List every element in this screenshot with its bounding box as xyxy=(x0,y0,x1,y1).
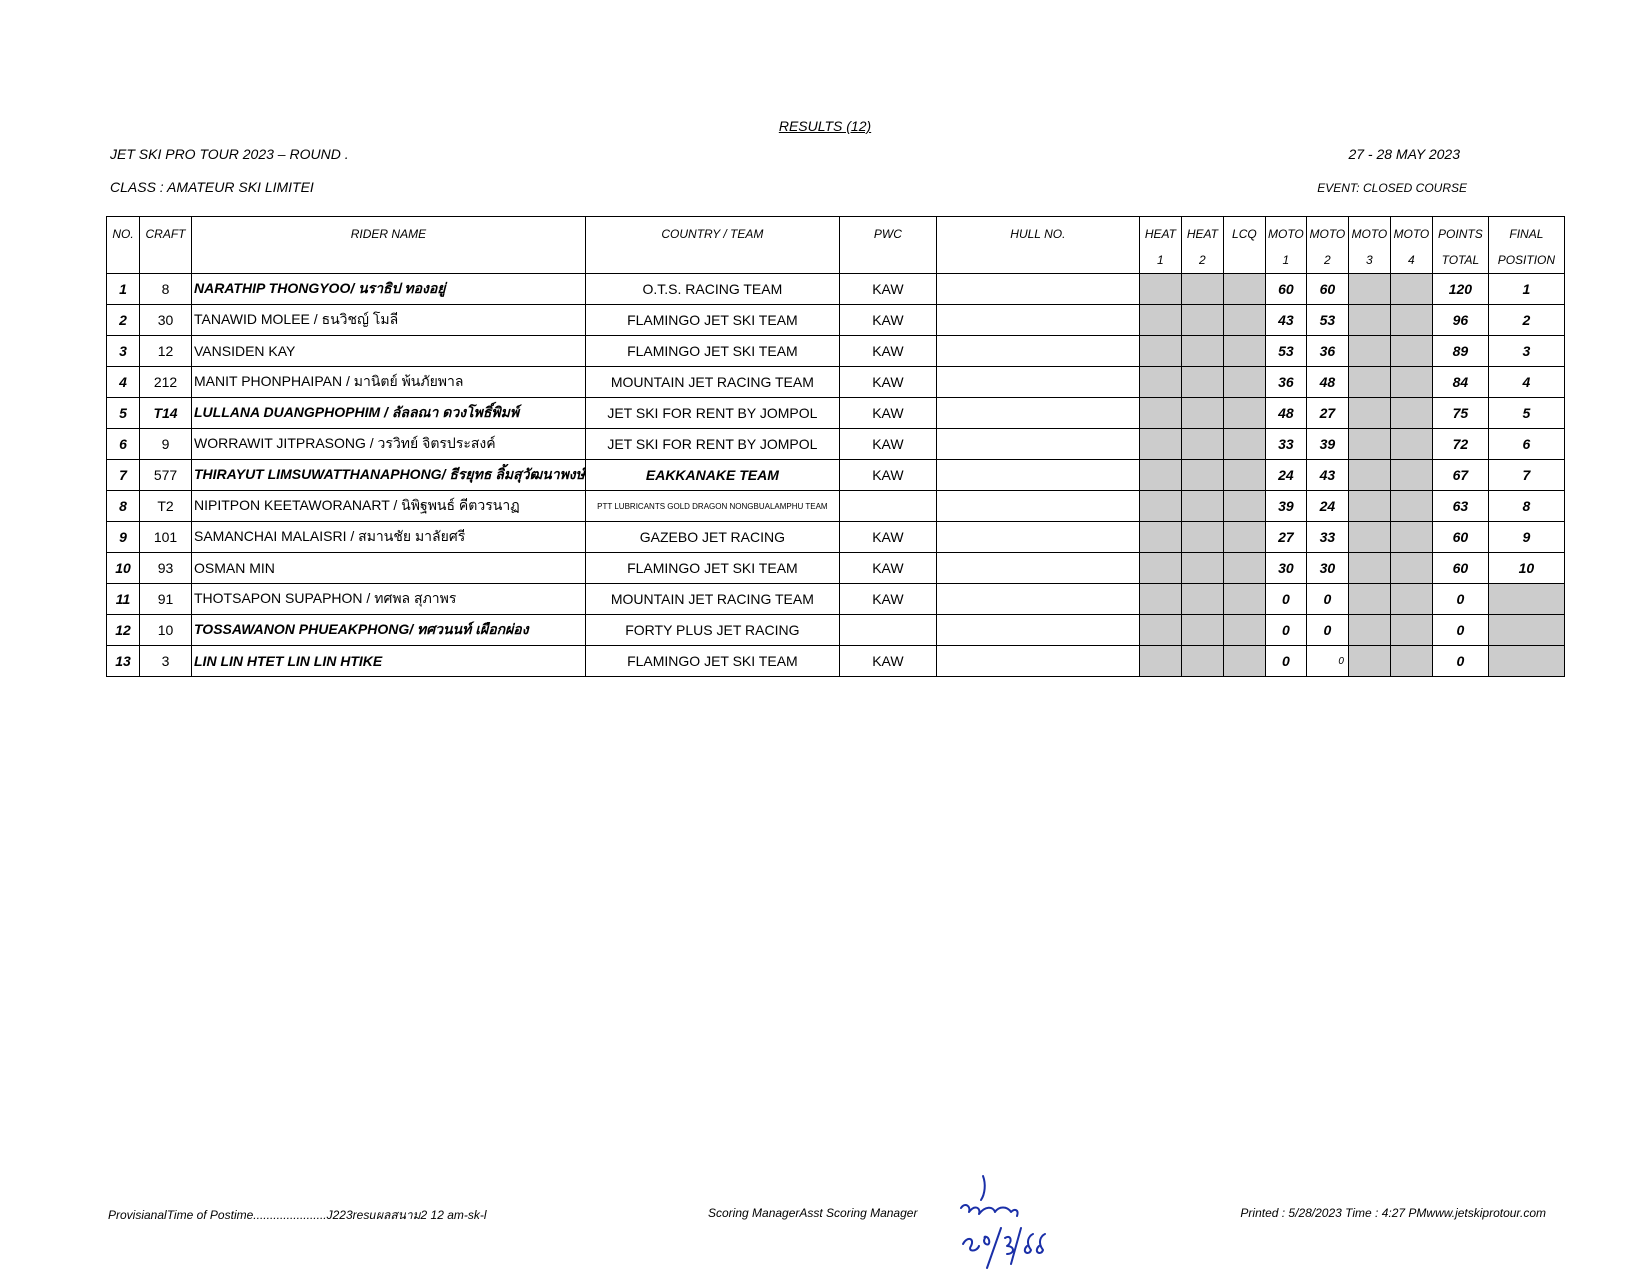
class-name: CLASS : AMATEUR SKI LIMITEI xyxy=(110,179,314,195)
event-date: 27 - 28 MAY 2023 xyxy=(1348,146,1460,162)
pwc: KAW xyxy=(839,274,936,305)
column-header-label: NO. xyxy=(112,227,134,241)
row-number: 7 xyxy=(107,460,140,491)
final-position: 3 xyxy=(1488,336,1564,367)
table-body xyxy=(107,274,1565,677)
final-position: 6 xyxy=(1488,429,1564,460)
moto-2-score: 0 xyxy=(1306,646,1348,677)
moto-4-score xyxy=(1390,491,1432,522)
hull-number xyxy=(936,553,1139,584)
page-title: RESULTS (12) xyxy=(778,118,872,134)
table-row xyxy=(107,646,1565,677)
column-header-sublabel: 3 xyxy=(1366,253,1373,267)
moto-4-score xyxy=(1390,584,1432,615)
heat-2-score xyxy=(1181,367,1223,398)
footer-provisional: ProvisianalTime of Postime......................J223resuผลสนาม2 12 am-sk-l xyxy=(108,1208,487,1222)
heat-2-score xyxy=(1181,336,1223,367)
moto-2-score: 43 xyxy=(1306,460,1348,491)
hull-number xyxy=(936,429,1139,460)
craft-number: 9 xyxy=(140,429,192,460)
column-header xyxy=(1139,217,1181,274)
footer-scoring-manager: Scoring ManagerAsst Scoring Manager xyxy=(708,1206,918,1220)
moto-3-score xyxy=(1348,615,1390,646)
heat-1-score xyxy=(1139,522,1181,553)
country-team: FLAMINGO JET SKI TEAM xyxy=(585,336,839,367)
column-header-sublabel: 2 xyxy=(1324,253,1331,267)
column-header xyxy=(1348,217,1390,274)
rider-name: LIN LIN HTET LIN LIN HTIKE xyxy=(192,646,586,677)
pwc: KAW xyxy=(839,460,936,491)
craft-number: 8 xyxy=(140,274,192,305)
moto-4-score xyxy=(1390,398,1432,429)
column-header-label: HULL NO. xyxy=(1010,227,1066,241)
column-header xyxy=(1306,217,1348,274)
moto-4-score xyxy=(1390,429,1432,460)
column-header-sublabel: TOTAL xyxy=(1441,253,1480,267)
moto-3-score xyxy=(1348,553,1390,584)
craft-number: 577 xyxy=(140,460,192,491)
craft-number: 101 xyxy=(140,522,192,553)
craft-number: 12 xyxy=(140,336,192,367)
heat-2-score xyxy=(1181,398,1223,429)
column-header-label: MOTO xyxy=(1309,227,1346,241)
craft-number: 3 xyxy=(140,646,192,677)
rider-name: TANAWID MOLEE / ธนวิชญ์ โมลี xyxy=(192,305,586,336)
country-team: FLAMINGO JET SKI TEAM xyxy=(585,553,839,584)
row-number: 13 xyxy=(107,646,140,677)
moto-2-score: 53 xyxy=(1306,305,1348,336)
column-header-sublabel xyxy=(1224,247,1265,267)
moto-4-score xyxy=(1390,305,1432,336)
rider-name: TOSSAWANON PHUEAKPHONG/ ทศวนนท์ เผือกผ่อง xyxy=(192,615,586,646)
hull-number xyxy=(936,398,1139,429)
country-team: MOUNTAIN JET RACING TEAM xyxy=(585,584,839,615)
rider-name: VANSIDEN KAY xyxy=(192,336,586,367)
moto-3-score xyxy=(1348,429,1390,460)
column-header xyxy=(839,217,936,274)
pwc xyxy=(839,491,936,522)
points-total: 60 xyxy=(1432,553,1488,584)
heat-2-score xyxy=(1181,584,1223,615)
column-header-sublabel xyxy=(140,247,191,267)
column-header-sublabel: 1 xyxy=(1282,253,1290,267)
heat-1-score xyxy=(1139,305,1181,336)
lcq-score xyxy=(1223,615,1265,646)
column-header xyxy=(1265,217,1306,274)
table-row xyxy=(107,274,1565,305)
final-position: 2 xyxy=(1488,305,1564,336)
craft-number: 10 xyxy=(140,615,192,646)
moto-4-score xyxy=(1390,615,1432,646)
pwc: KAW xyxy=(839,584,936,615)
final-position: 5 xyxy=(1488,398,1564,429)
heat-2-score xyxy=(1181,274,1223,305)
heat-1-score xyxy=(1139,429,1181,460)
event-type: EVENT: CLOSED COURSE xyxy=(1317,181,1467,195)
row-number: 11 xyxy=(107,584,140,615)
signature xyxy=(955,1172,1055,1272)
heat-2-score xyxy=(1181,491,1223,522)
final-position: 7 xyxy=(1488,460,1564,491)
pwc: KAW xyxy=(839,398,936,429)
moto-3-score xyxy=(1348,274,1390,305)
moto-1-score: 43 xyxy=(1265,305,1306,336)
moto-1-score: 0 xyxy=(1265,584,1306,615)
column-header-sublabel xyxy=(840,247,936,267)
row-number: 1 xyxy=(107,274,140,305)
points-total: 60 xyxy=(1432,522,1488,553)
hull-number xyxy=(936,305,1139,336)
country-team: FLAMINGO JET SKI TEAM xyxy=(585,305,839,336)
hull-number xyxy=(936,367,1139,398)
points-total: 72 xyxy=(1432,429,1488,460)
column-header-label: COUNTRY / TEAM xyxy=(661,227,764,241)
column-header xyxy=(1223,217,1265,274)
column-header xyxy=(107,217,140,274)
moto-4-score xyxy=(1390,553,1432,584)
final-position: 1 xyxy=(1488,274,1564,305)
moto-1-score: 60 xyxy=(1265,274,1306,305)
table-row xyxy=(107,367,1565,398)
points-total: 67 xyxy=(1432,460,1488,491)
column-header xyxy=(936,217,1139,274)
moto-3-score xyxy=(1348,522,1390,553)
heat-1-score xyxy=(1139,615,1181,646)
pwc: KAW xyxy=(839,553,936,584)
moto-2-score: 0 xyxy=(1306,615,1348,646)
column-header xyxy=(1432,217,1488,274)
moto-3-score xyxy=(1348,305,1390,336)
moto-1-score: 36 xyxy=(1265,367,1306,398)
craft-number: 30 xyxy=(140,305,192,336)
row-number: 8 xyxy=(107,491,140,522)
table-row xyxy=(107,491,1565,522)
heat-1-score xyxy=(1139,491,1181,522)
heat-1-score xyxy=(1139,584,1181,615)
table-row xyxy=(107,429,1565,460)
event-name: JET SKI PRO TOUR 2023 – ROUND . xyxy=(110,146,349,162)
column-header-sublabel xyxy=(192,247,585,267)
final-position: 4 xyxy=(1488,367,1564,398)
column-header-label: PWC xyxy=(873,227,902,241)
hull-number xyxy=(936,615,1139,646)
pwc: KAW xyxy=(839,429,936,460)
points-total: 96 xyxy=(1432,305,1488,336)
column-header xyxy=(140,217,192,274)
rider-name: OSMAN MIN xyxy=(192,553,586,584)
final-position xyxy=(1488,584,1564,615)
moto-3-score xyxy=(1348,460,1390,491)
moto-1-score: 39 xyxy=(1265,491,1306,522)
moto-1-score: 0 xyxy=(1265,615,1306,646)
column-header-sublabel: POSITION xyxy=(1497,253,1556,267)
lcq-score xyxy=(1223,336,1265,367)
column-header-label: CRAFT xyxy=(145,227,186,241)
moto-4-score xyxy=(1390,646,1432,677)
lcq-score xyxy=(1223,367,1265,398)
table-row xyxy=(107,336,1565,367)
column-header-sublabel xyxy=(586,247,839,267)
moto-2-score: 33 xyxy=(1306,522,1348,553)
row-number: 4 xyxy=(107,367,140,398)
pwc: KAW xyxy=(839,522,936,553)
pwc xyxy=(839,615,936,646)
rider-name: SAMANCHAI MALAISRI / สมานชัย มาลัยศรี xyxy=(192,522,586,553)
craft-number: 93 xyxy=(140,553,192,584)
column-header-label: MOTO xyxy=(1267,227,1304,241)
points-total: 0 xyxy=(1432,615,1488,646)
row-number: 9 xyxy=(107,522,140,553)
column-header-label: RIDER NAME xyxy=(350,227,427,241)
rider-name: MANIT PHONPHAIPAN / มานิตย์ พ้นภัยพาล xyxy=(192,367,586,398)
footer-printed: Printed : 5/28/2023 Time : 4:27 PMwww.jetskiprotour.com xyxy=(1240,1206,1546,1220)
craft-number: 91 xyxy=(140,584,192,615)
heat-2-score xyxy=(1181,646,1223,677)
column-header-label: FINAL xyxy=(1509,227,1544,241)
final-position xyxy=(1488,646,1564,677)
moto-2-score: 39 xyxy=(1306,429,1348,460)
column-header xyxy=(1390,217,1432,274)
heat-1-score xyxy=(1139,646,1181,677)
moto-4-score xyxy=(1390,336,1432,367)
column-header-label: HEAT xyxy=(1186,227,1218,241)
lcq-score xyxy=(1223,553,1265,584)
moto-1-score: 53 xyxy=(1265,336,1306,367)
rider-name: LULLANA DUANGPHOPHIM / ลัลลณา ดวงโพธิ์พิมพ์ xyxy=(192,398,586,429)
table-row xyxy=(107,584,1565,615)
moto-4-score xyxy=(1390,460,1432,491)
lcq-score xyxy=(1223,305,1265,336)
table-row xyxy=(107,460,1565,491)
lcq-score xyxy=(1223,460,1265,491)
heat-2-score xyxy=(1181,460,1223,491)
pwc: KAW xyxy=(839,646,936,677)
pwc: KAW xyxy=(839,305,936,336)
column-header-label: HEAT xyxy=(1144,227,1176,241)
moto-2-score: 30 xyxy=(1306,553,1348,584)
row-number: 12 xyxy=(107,615,140,646)
moto-2-score: 60 xyxy=(1306,274,1348,305)
country-team: FORTY PLUS JET RACING xyxy=(585,615,839,646)
country-team: FLAMINGO JET SKI TEAM xyxy=(585,646,839,677)
points-total: 120 xyxy=(1432,274,1488,305)
column-header xyxy=(1181,217,1223,274)
rider-name: NARATHIP THONGYOO/ นราธิป ทองอยู่ xyxy=(192,274,586,305)
moto-2-score: 48 xyxy=(1306,367,1348,398)
heat-1-score xyxy=(1139,553,1181,584)
table-header-row xyxy=(107,217,1565,274)
craft-number: T2 xyxy=(140,491,192,522)
points-total: 89 xyxy=(1432,336,1488,367)
moto-3-score xyxy=(1348,367,1390,398)
hull-number xyxy=(936,336,1139,367)
table-row xyxy=(107,615,1565,646)
lcq-score xyxy=(1223,429,1265,460)
heat-2-score xyxy=(1181,615,1223,646)
country-team: PTT LUBRICANTS GOLD DRAGON NONGBUALAMPHU TEAM xyxy=(585,491,839,522)
heat-1-score xyxy=(1139,367,1181,398)
moto-2-score: 27 xyxy=(1306,398,1348,429)
hull-number xyxy=(936,491,1139,522)
row-number: 3 xyxy=(107,336,140,367)
country-team: JET SKI FOR RENT BY JOMPOL xyxy=(585,398,839,429)
moto-1-score: 27 xyxy=(1265,522,1306,553)
row-number: 10 xyxy=(107,553,140,584)
heat-2-score xyxy=(1181,522,1223,553)
moto-2-score: 0 xyxy=(1306,584,1348,615)
table-row xyxy=(107,398,1565,429)
column-header-sublabel xyxy=(937,247,1139,267)
hull-number xyxy=(936,274,1139,305)
moto-3-score xyxy=(1348,584,1390,615)
lcq-score xyxy=(1223,491,1265,522)
heat-2-score xyxy=(1181,429,1223,460)
heat-1-score xyxy=(1139,274,1181,305)
column-header-label: LCQ xyxy=(1232,227,1257,241)
country-team: EAKKANAKE TEAM xyxy=(585,460,839,491)
moto-4-score xyxy=(1390,367,1432,398)
table-row xyxy=(107,522,1565,553)
moto-3-score xyxy=(1348,491,1390,522)
moto-3-score xyxy=(1348,646,1390,677)
points-total: 0 xyxy=(1432,584,1488,615)
rider-name: THOTSAPON SUPAPHON / ทศพล สุภาพร xyxy=(192,584,586,615)
column-header-label: MOTO xyxy=(1393,227,1430,241)
lcq-score xyxy=(1223,274,1265,305)
row-number: 2 xyxy=(107,305,140,336)
row-number: 5 xyxy=(107,398,140,429)
points-total: 75 xyxy=(1432,398,1488,429)
column-header-sublabel: 2 xyxy=(1199,253,1206,267)
craft-number: 212 xyxy=(140,367,192,398)
final-position: 10 xyxy=(1488,553,1564,584)
final-position xyxy=(1488,615,1564,646)
points-total: 63 xyxy=(1432,491,1488,522)
column-header xyxy=(1488,217,1564,274)
moto-1-score: 30 xyxy=(1265,553,1306,584)
column-header-label: MOTO xyxy=(1351,227,1388,241)
results-table xyxy=(106,216,1565,677)
heat-1-score xyxy=(1139,398,1181,429)
country-team: O.T.S. RACING TEAM xyxy=(585,274,839,305)
rider-name: THIRAYUT LIMSUWATTHANAPHONG/ ธีรยุทธ ลิ้มสุวัฒนาพงษ์ xyxy=(192,460,586,491)
row-number: 6 xyxy=(107,429,140,460)
moto-4-score xyxy=(1390,274,1432,305)
moto-1-score: 24 xyxy=(1265,460,1306,491)
final-position: 8 xyxy=(1488,491,1564,522)
hull-number xyxy=(936,460,1139,491)
points-total: 0 xyxy=(1432,646,1488,677)
column-header-sublabel: 4 xyxy=(1408,253,1415,267)
moto-4-score xyxy=(1390,522,1432,553)
heat-1-score xyxy=(1139,460,1181,491)
hull-number xyxy=(936,522,1139,553)
hull-number xyxy=(936,584,1139,615)
country-team: MOUNTAIN JET RACING TEAM xyxy=(585,367,839,398)
lcq-score xyxy=(1223,522,1265,553)
pwc: KAW xyxy=(839,367,936,398)
column-header-sublabel xyxy=(107,247,139,267)
rider-name: WORRAWIT JITPRASONG / วรวิทย์ จิตรประสงค์ xyxy=(192,429,586,460)
country-team: GAZEBO JET RACING xyxy=(585,522,839,553)
heat-2-score xyxy=(1181,553,1223,584)
hull-number xyxy=(936,646,1139,677)
column-header-sublabel: 1 xyxy=(1157,253,1164,267)
table-row xyxy=(107,305,1565,336)
moto-1-score: 0 xyxy=(1265,646,1306,677)
heat-2-score xyxy=(1181,305,1223,336)
moto-2-score: 36 xyxy=(1306,336,1348,367)
rider-name: NIPITPON KEETAWORANART / นิพิฐพนธ์ คีตวรนาฏ xyxy=(192,491,586,522)
lcq-score xyxy=(1223,398,1265,429)
column-header xyxy=(585,217,839,274)
final-position: 9 xyxy=(1488,522,1564,553)
points-total: 84 xyxy=(1432,367,1488,398)
lcq-score xyxy=(1223,646,1265,677)
pwc: KAW xyxy=(839,336,936,367)
column-header xyxy=(192,217,586,274)
moto-1-score: 33 xyxy=(1265,429,1306,460)
craft-number: T14 xyxy=(140,398,192,429)
moto-3-score xyxy=(1348,336,1390,367)
country-team: JET SKI FOR RENT BY JOMPOL xyxy=(585,429,839,460)
table-row xyxy=(107,553,1565,584)
moto-2-score: 24 xyxy=(1306,491,1348,522)
heat-1-score xyxy=(1139,336,1181,367)
lcq-score xyxy=(1223,584,1265,615)
moto-1-score: 48 xyxy=(1265,398,1306,429)
moto-3-score xyxy=(1348,398,1390,429)
column-header-label: POINTS xyxy=(1438,227,1483,241)
